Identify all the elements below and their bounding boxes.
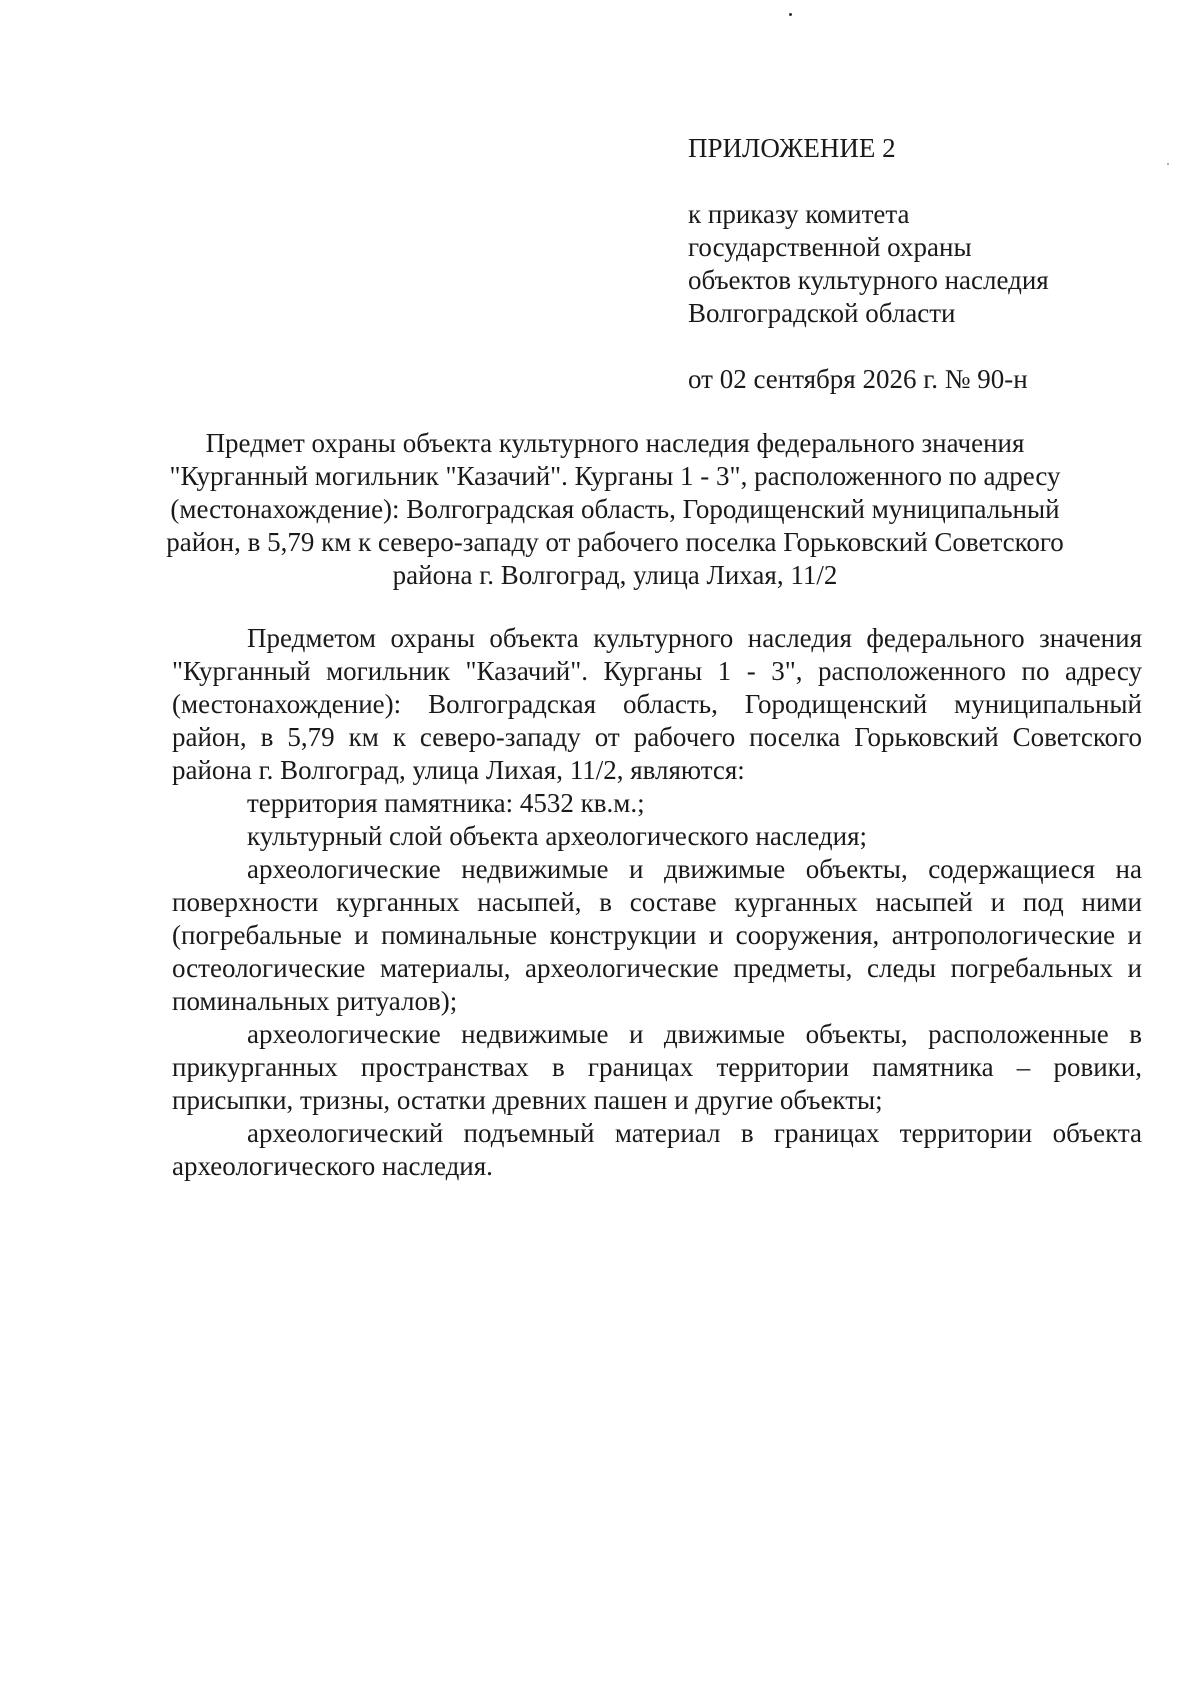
body-paragraph: археологические недвижимые и движимые объекты, содержащиеся на поверхности курганных насыпей, в составе курганных насыпей и под ними (погребальные и поминальные конструкции и сооружения, антропологические и остеологические материалы, археологические предметы, следы погребальных и поминальных ритуалов); [172, 854, 1142, 1016]
appendix-heading: ПРИЛОЖЕНИЕ 2 [688, 133, 896, 163]
appendix-line: Волгоградской области [688, 298, 956, 328]
scan-speck [1167, 163, 1169, 165]
title-line: района г. Волгоград, улица Лихая, 11/2 [392, 560, 838, 590]
body-paragraph: Предметом охраны объекта культурного наследия федерального значения "Курганный могильник "Казачий". Курганы 1 - 3", расположенного по адресу (местонахождение): Волгоградская область, Городищенский муниципальный район, в 5,79 км к северо-западу от рабочего поселка Горьковский Советского района г. Волгоград, улица Лихая, 11/2, являются: [172, 623, 1142, 785]
document-title [165, 427, 1065, 592]
appendix-line: государственной охраны [688, 232, 972, 262]
body-paragraph: культурный слой объекта археологического наследия; [247, 821, 868, 851]
appendix-line: объектов культурного наследия [688, 265, 1049, 295]
body-paragraph: археологические недвижимые и движимые объекты, расположенные в прикурганных пространствах в границах территории памятника – ровики, присыпки, тризны, остатки древних пашен и другие объекты; [172, 1019, 1142, 1115]
title-line: (местонахождение): Волгоградская область, Городищенский муниципальный [170, 494, 1060, 524]
title-line: район, в 5,79 км к северо-западу от рабочего поселка Горьковский Советского [166, 527, 1064, 557]
appendix-line: к приказу комитета [688, 199, 910, 229]
document-body [172, 622, 1142, 1183]
title-line: "Курганный могильник "Казачий". Курганы 1 - 3", расположенного по адресу [169, 461, 1061, 491]
body-paragraph: археологический подъемный материал в границах территории объекта археологического наследия. [172, 1118, 1142, 1181]
order-date: от 02 сентября 2026 г. № 90-н [688, 364, 1028, 394]
body-paragraph: территория памятника: 4532 кв.м.; [247, 788, 645, 818]
title-line: Предмет охраны объекта культурного наследия федерального значения [205, 428, 1025, 458]
appendix-block [688, 132, 1148, 396]
scan-speck [789, 13, 792, 16]
